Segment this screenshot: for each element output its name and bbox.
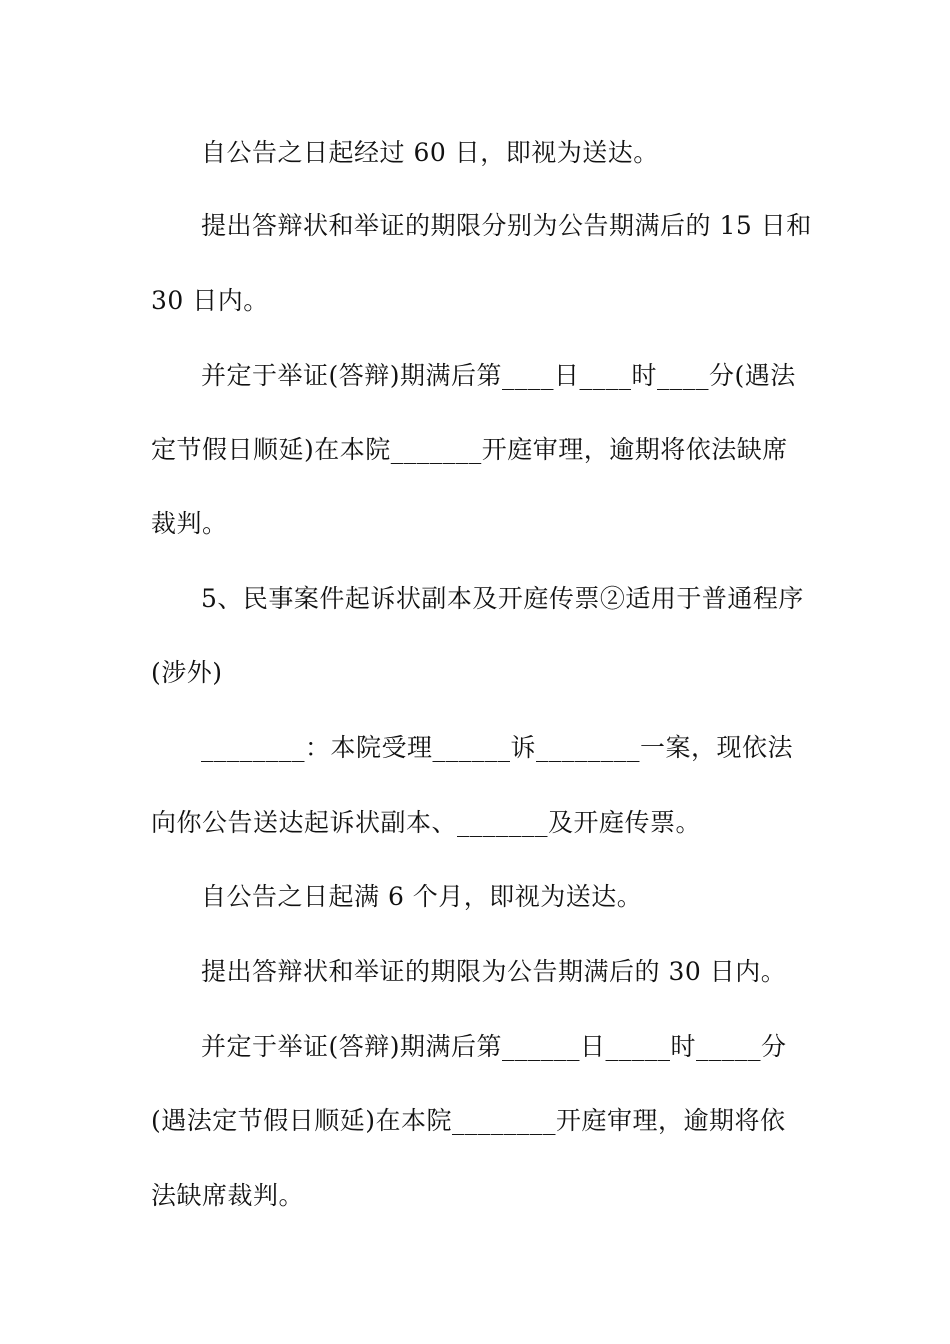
text-line: 法缺席裁判。 <box>151 1181 305 1210</box>
text-line: 自公告之日起经过 60 日，即视为送达。 <box>201 138 659 167</box>
text-line: 30 日内。 <box>151 286 269 315</box>
text-line: (遇法定节假日顺延)在本院________开庭审理，逾期将依 <box>151 1106 786 1135</box>
text-line: 自公告之日起满 6 个月，即视为送达。 <box>201 882 643 911</box>
text-line: 裁判。 <box>151 509 228 538</box>
text-line: 提出答辩状和举证的期限分别为公告期满后的 15 日和 <box>201 211 812 240</box>
text-line: (涉外) <box>151 658 223 687</box>
text-line: 5、民事案件起诉状副本及开庭传票②适用于普通程序 <box>201 584 804 613</box>
text-line: ________：本院受理______诉________一案，现依法 <box>201 733 794 762</box>
text-line: 定节假日顺延)在本院_______开庭审理，逾期将依法缺席 <box>151 435 788 464</box>
text-line: 并定于举证(答辩)期满后第____日____时____分(遇法 <box>201 361 796 390</box>
text-line: 向你公告送达起诉状副本、_______及开庭传票。 <box>151 808 702 837</box>
text-line: 并定于举证(答辩)期满后第______日_____时_____分 <box>201 1032 787 1061</box>
text-line: 提出答辩状和举证的期限为公告期满后的 30 日内。 <box>201 957 787 986</box>
